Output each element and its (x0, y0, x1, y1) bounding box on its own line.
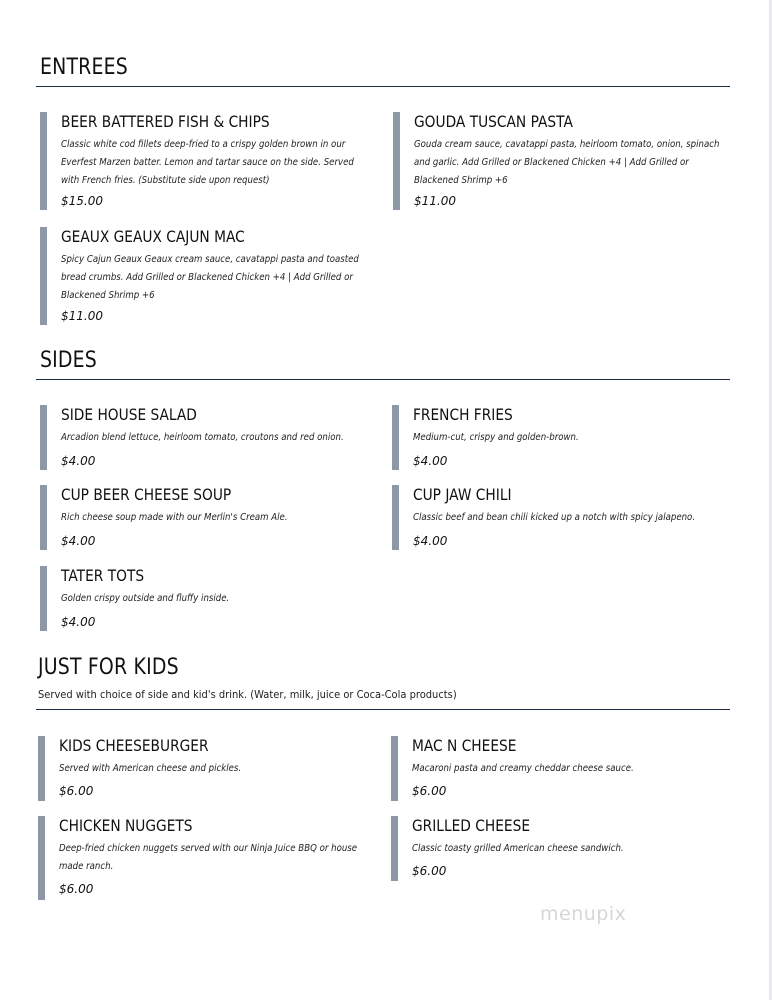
item-description: Gouda cream sauce, cavatappi pasta, heirloom tomato, onion, spinach and garlic. Add Grilled or Blackened Chicken +4 | Add Grilled or Blackened Shrimp +6 (414, 139, 720, 186)
menu-item (38, 736, 383, 801)
menu-item (391, 816, 736, 881)
item-description: Medium-cut, crispy and golden-brown. (413, 432, 579, 443)
item-accent-bar (38, 816, 45, 900)
item-name: CUP JAW CHILI (413, 485, 512, 504)
watermark-logo: menupix (540, 903, 627, 925)
item-accent-bar (40, 485, 47, 550)
item-accent-bar (40, 227, 47, 325)
item-accent-bar (38, 736, 45, 801)
menu-item (40, 112, 385, 210)
item-price: $4.00 (413, 454, 448, 468)
menu-item (40, 227, 385, 325)
menu-item (38, 816, 383, 900)
item-price: $4.00 (413, 534, 448, 548)
item-accent-bar (393, 112, 400, 210)
kids-section-note: Served with choice of side and kid's drink. (Water, milk, juice or Coca-Cola products) (38, 688, 457, 701)
item-price: $15.00 (61, 194, 103, 208)
section-rule-sides (36, 379, 730, 380)
item-description: Rich cheese soup made with our Merlin's Cream Ale. (61, 512, 288, 523)
section-title-entrees: ENTREES (40, 55, 128, 80)
item-description: Classic beef and bean chili kicked up a notch with spicy jalapeno. (413, 512, 696, 523)
item-price: $6.00 (59, 882, 94, 896)
item-price: $11.00 (61, 309, 103, 323)
menu-item (40, 485, 385, 550)
item-name: GRILLED CHEESE (412, 816, 531, 835)
item-name: GEAUX GEAUX CAJUN MAC (61, 227, 245, 246)
item-description: Spicy Cajun Geaux Geaux cream sauce, cavatappi pasta and toasted bread crumbs. Add Grilled or Blackened Chicken +4 | Add Grilled or Blackened Shrimp +6 (61, 254, 359, 301)
section-rule-kids (36, 709, 730, 710)
menu-item (40, 405, 385, 470)
item-name: CUP BEER CHEESE SOUP (61, 485, 232, 504)
item-description: Macaroni pasta and creamy cheddar cheese sauce. (412, 763, 634, 774)
menu-item (40, 566, 385, 631)
item-price: $6.00 (412, 864, 447, 878)
item-description: Deep-fried chicken nuggets served with our Ninja Juice BBQ or house made ranch. (59, 843, 358, 872)
section-rule-entrees (36, 86, 730, 87)
item-name: KIDS CHEESEBURGER (59, 736, 209, 755)
item-price: $6.00 (59, 784, 94, 798)
item-name: MAC N CHEESE (412, 736, 517, 755)
item-price: $6.00 (412, 784, 447, 798)
item-accent-bar (392, 405, 399, 470)
item-price: $4.00 (61, 454, 96, 468)
item-description: Classic toasty grilled American cheese sandwich. (412, 843, 624, 854)
item-price: $4.00 (61, 534, 96, 548)
menu-item (392, 485, 737, 550)
item-accent-bar (40, 112, 47, 210)
item-description: Arcadion blend lettuce, heirloom tomato, croutons and red onion. (61, 432, 344, 443)
item-description: Served with American cheese and pickles. (59, 763, 242, 774)
item-price: $11.00 (414, 194, 456, 208)
item-accent-bar (392, 485, 399, 550)
item-name: GOUDA TUSCAN PASTA (414, 112, 573, 131)
item-name: FRENCH FRIES (413, 405, 513, 424)
menu-item (393, 112, 738, 210)
item-accent-bar (391, 816, 398, 881)
item-name: BEER BATTERED FISH & CHIPS (61, 112, 270, 131)
item-name: TATER TOTS (61, 566, 145, 585)
item-accent-bar (391, 736, 398, 801)
item-accent-bar (40, 566, 47, 631)
item-accent-bar (40, 405, 47, 470)
item-description: Golden crispy outside and fluffy inside. (61, 593, 230, 604)
item-description: Classic white cod fillets deep-fried to a crispy golden brown in our Everfest Marzen batter. Lemon and tartar sauce on the side. Served with French fries. (Substitute side upon request) (61, 139, 354, 186)
section-title-sides: SIDES (40, 348, 97, 373)
menu-item (392, 405, 737, 470)
item-name: SIDE HOUSE SALAD (61, 405, 197, 424)
menu-item (391, 736, 736, 801)
item-price: $4.00 (61, 615, 96, 629)
section-title-kids: JUST FOR KIDS (38, 655, 179, 680)
item-name: CHICKEN NUGGETS (59, 816, 193, 835)
